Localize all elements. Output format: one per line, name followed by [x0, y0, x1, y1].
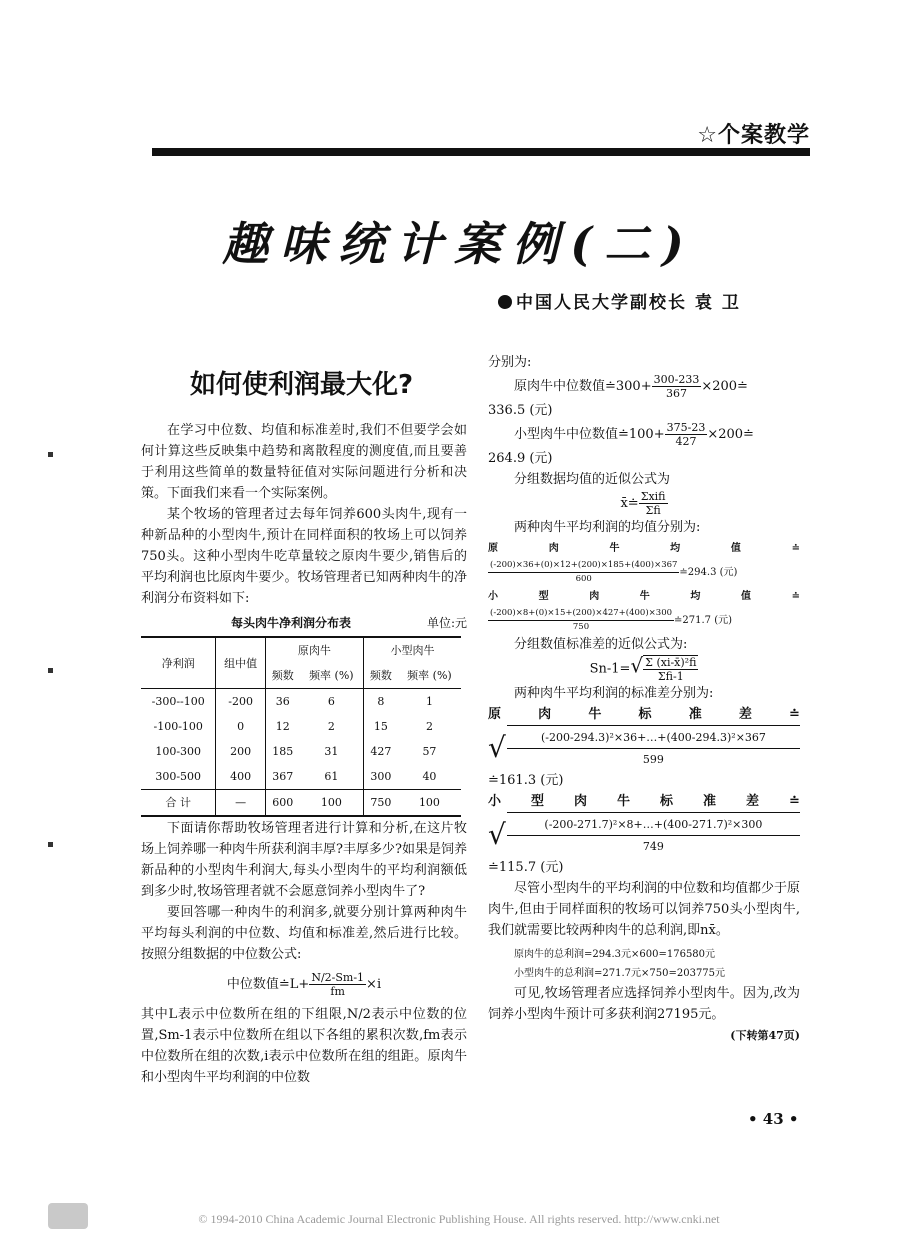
label-char: 型: [538, 591, 549, 602]
section-heading: 如何使利润最大化?: [190, 370, 414, 400]
total-original: 原肉牛的总利润=294.3元×600=176580元: [514, 949, 716, 960]
table-unit: 单位:元: [426, 616, 467, 630]
header-rule: [152, 148, 810, 156]
result-value: 336.5 (元): [488, 403, 553, 418]
paragraph: 在学习中位数、均值和标准差时,我们不但要学会如何计算这些反映集中趋势和离散程度的测度值,而且要善于利用这些简单的数量特征值对实际问题进行分析和决策。下面我们来看一个实际案例。: [141, 423, 467, 501]
result-value: ≐271.7 (元): [674, 615, 733, 626]
label-char: 肉: [548, 543, 559, 554]
col-header: 原肉牛: [265, 637, 363, 663]
table-cell: —: [216, 790, 265, 817]
left-column: [141, 420, 467, 817]
table-cell: 40: [422, 770, 437, 783]
table-cell: 57: [422, 745, 437, 758]
table-cell: 6: [300, 689, 364, 715]
table-row: [141, 689, 461, 715]
formula-denominator: fm: [330, 985, 345, 998]
col-header: 频率 (%): [407, 669, 452, 682]
paragraph: 其中L表示中位数所在组的下组限,N/2表示中位数的位置,Sm-1表示中位数所在组以下各组的累积次数,fm表示中位数所在组的次数,i表示中位数所在组的组距。原肉牛和小型肉牛平均利润的中位数: [141, 1007, 467, 1085]
author: 中国人民大学副校长 袁 卫: [516, 293, 741, 313]
formula-denominator: 600: [575, 574, 592, 584]
result-value: ≐294.3 (元): [679, 567, 738, 578]
formula-text: 小型肉牛中位数值≐100+: [514, 427, 665, 442]
table-cell: 300-500: [155, 770, 202, 783]
label-char: 值: [730, 543, 741, 554]
paragraph: 分组数值标准差的近似公式为:: [514, 637, 688, 652]
label-char: 差: [746, 794, 760, 809]
continued-note: (下转第47页): [730, 1029, 800, 1042]
formula-numerator: Σ (xi-x̄)²fi: [645, 656, 697, 669]
label-char: 牛: [617, 794, 631, 809]
mean-small: [488, 607, 800, 634]
table-cell: 100: [398, 790, 461, 817]
table-cell: 12: [265, 714, 299, 739]
table-cell: 200: [216, 739, 265, 764]
paragraph: 两种肉牛平均利润的均值分别为:: [514, 520, 701, 535]
bullet-icon: [498, 295, 512, 309]
table-cell: 31: [324, 745, 339, 758]
formula-text: ×i: [366, 977, 382, 992]
mean-original: [488, 559, 800, 586]
table-cell: 36: [265, 689, 299, 715]
paragraph: 某个牧场的管理者过去每年饲养600头肉牛,现有一种新品种的小型肉牛,预计在同样面积的牧场上可以饲养750头。这种小型肉牛吃草量较之原肉牛要少,销售后的平均利润也比原肉牛要少。牧场管理者已知两种肉牛的净利润分布资料如下:: [141, 507, 467, 606]
formula-denominator: 750: [572, 622, 590, 632]
table-cell: 750: [363, 790, 397, 817]
label-char: ≐: [791, 591, 800, 602]
table-cell: -200: [216, 689, 265, 715]
median-formula: [141, 971, 467, 998]
label-char: ≐: [789, 794, 800, 809]
table-cell: 15: [363, 714, 397, 739]
paragraph: 下面请你帮助牧场管理者进行计算和分析,在这片牧场上饲养哪一种肉牛所获利润丰厚?丰厚多少?如果是饲养新品种的小型肉牛利润大,每头小型肉牛的平均利润额低到多少时,牧场管理者就不会愿意饲养小型肉牛了?: [141, 821, 467, 899]
formula-text: ×200≐: [707, 427, 754, 442]
paragraph: 分别为:: [488, 355, 532, 370]
profit-distribution-table: [141, 636, 461, 817]
label-char: 准: [688, 707, 702, 722]
label-char: 准: [703, 794, 717, 809]
table-cell: 185: [265, 739, 299, 764]
total-small: 小型肉牛的总利润=271.7元×750=203775元: [514, 968, 726, 979]
formula-denominator: Σfi-1: [657, 670, 684, 683]
label-char: 均: [670, 543, 681, 554]
table-cell: 合 计: [141, 790, 216, 817]
col-header: 频数: [363, 663, 397, 689]
sd-small-label: [488, 791, 800, 812]
sqrt-icon: √: [488, 730, 506, 764]
sd-original-label: [488, 704, 800, 725]
formula-numerator: Σxifi: [640, 490, 666, 503]
sqrt-icon: √: [488, 817, 506, 851]
label-char: 肉: [589, 591, 600, 602]
formula-text: x̄≐: [620, 496, 639, 511]
copyright-footer: © 1994-2010 China Academic Journal Electronic Publishing House. All rights reserved. http://www.cnki.net: [198, 1212, 720, 1226]
table-cell: 8: [363, 689, 397, 715]
table-title: 每头肉牛净利润分布表: [231, 616, 352, 630]
table-cell: 0: [216, 714, 265, 739]
formula-denominator: 749: [642, 840, 664, 853]
formula-numerator: 375-23: [666, 421, 706, 434]
formula-text: ×200≐: [701, 379, 748, 394]
formula-denominator: Σfi: [645, 504, 661, 517]
label-char: 原: [488, 707, 502, 722]
margin-marker: [48, 452, 53, 457]
table-row: [141, 714, 461, 739]
article-title: 趣味统计案例(二): [222, 217, 696, 271]
table-cell: 2: [327, 720, 335, 733]
formula-text: 中位数值≐L+: [226, 977, 310, 992]
table-total-row: [141, 790, 461, 817]
margin-marker: [48, 842, 53, 847]
sd-original: [488, 725, 800, 770]
label-char: 牛: [609, 543, 620, 554]
label-char: 小: [488, 591, 498, 602]
paragraph: 两种肉牛平均利润的标准差分别为:: [514, 686, 714, 701]
table-cell: 367: [265, 764, 299, 790]
mean-small-label: [488, 586, 800, 607]
table-cell: 100: [300, 790, 364, 817]
table-cell: 61: [324, 770, 339, 783]
sd-formula: Sn-1=√ $\frac{\text{Σ (xi-x̄)²fi}}{\text{Σfi-1}}$: [589, 653, 697, 683]
table-row: [141, 739, 461, 764]
label-char: 肉: [538, 707, 552, 722]
col-header: 净利润: [161, 656, 195, 670]
mean-formula: [488, 490, 800, 517]
formula-numerator: 300-233: [653, 373, 700, 386]
result-value: ≐161.3 (元): [488, 773, 564, 788]
left-column-lower: [141, 818, 467, 1088]
formula-denominator: 599: [642, 753, 664, 766]
formula-numerator: (-200)×8+(0)×15+(200)×427+(400)×300: [488, 607, 674, 621]
mean-original-label: [488, 538, 800, 559]
byline: [498, 288, 741, 313]
label-char: 标: [638, 707, 652, 722]
col-header: 频率 (%): [309, 669, 354, 682]
paragraph: 可见,牧场管理者应选择饲养小型肉牛。因为,改为饲养小型肉牛预计可多获利润27195元。: [488, 986, 800, 1022]
col-header: 小型肉牛: [363, 637, 461, 663]
table-cell: 100-300: [155, 745, 202, 758]
result-value: 264.9 (元): [488, 451, 553, 466]
median-original: [488, 373, 800, 400]
label-char: 型: [531, 794, 545, 809]
formula-text: 原肉牛中位数值≐300+: [514, 379, 652, 394]
table-cell: 1: [398, 689, 461, 715]
label-char: 标: [660, 794, 674, 809]
formula-numerator: (-200-294.3)²×36+…+(400-294.3)²×367: [507, 727, 800, 749]
table-cell: 2: [425, 720, 433, 733]
table-cell: 600: [265, 790, 299, 817]
formula-denominator: 367: [665, 387, 687, 400]
margin-marker: [48, 668, 53, 673]
formula-denominator: 427: [675, 435, 697, 448]
label-char: 牛: [639, 591, 650, 602]
result-value: ≐115.7 (元): [488, 860, 564, 875]
label-char: ≐: [791, 543, 800, 554]
label-char: 肉: [574, 794, 588, 809]
formula-numerator: N/2-Sm-1: [311, 971, 365, 984]
paragraph: 尽管小型肉牛的平均利润的中位数和均值都少于原肉牛,但由于同样面积的牧场可以饲养750头小型肉牛,我们就需要比较两种肉牛的总利润,即nx̄。: [488, 881, 801, 938]
table-row: [141, 764, 461, 790]
formula-numerator: (-200-271.7)²×8+…+(400-271.7)²×300: [507, 814, 800, 836]
median-small: [488, 421, 800, 448]
right-column: [488, 352, 800, 1046]
label-char: 小: [488, 794, 502, 809]
label-char: 牛: [588, 707, 602, 722]
col-header: 组中值: [216, 637, 265, 689]
table-cell: 400: [216, 764, 265, 790]
paragraph: 要回答哪一种肉牛的利润多,就要分别计算两种肉牛平均每头利润的中位数、均值和标准差,然后进行比较。按照分组数据的中位数公式:: [141, 905, 467, 962]
formula-text: Sn-1=: [589, 661, 631, 677]
table-cell: 427: [363, 739, 397, 764]
table-cell: -100-100: [153, 720, 203, 733]
col-header: 频数: [265, 663, 299, 689]
table-cell: -300--100: [141, 689, 216, 715]
label-char: 差: [738, 707, 752, 722]
section-label: ☆个案教学: [697, 123, 810, 148]
formula-numerator: (-200)×36+(0)×12+(200)×185+(400)×367: [488, 559, 679, 573]
label-char: 原: [488, 543, 498, 554]
label-char: 均: [690, 591, 701, 602]
paragraph: 分组数据均值的近似公式为: [514, 472, 671, 487]
label-char: 值: [740, 591, 751, 602]
label-char: ≐: [789, 707, 800, 722]
sd-small: [488, 812, 800, 857]
table-cell: 300: [363, 764, 397, 790]
page-number: • 43 •: [748, 1110, 799, 1128]
